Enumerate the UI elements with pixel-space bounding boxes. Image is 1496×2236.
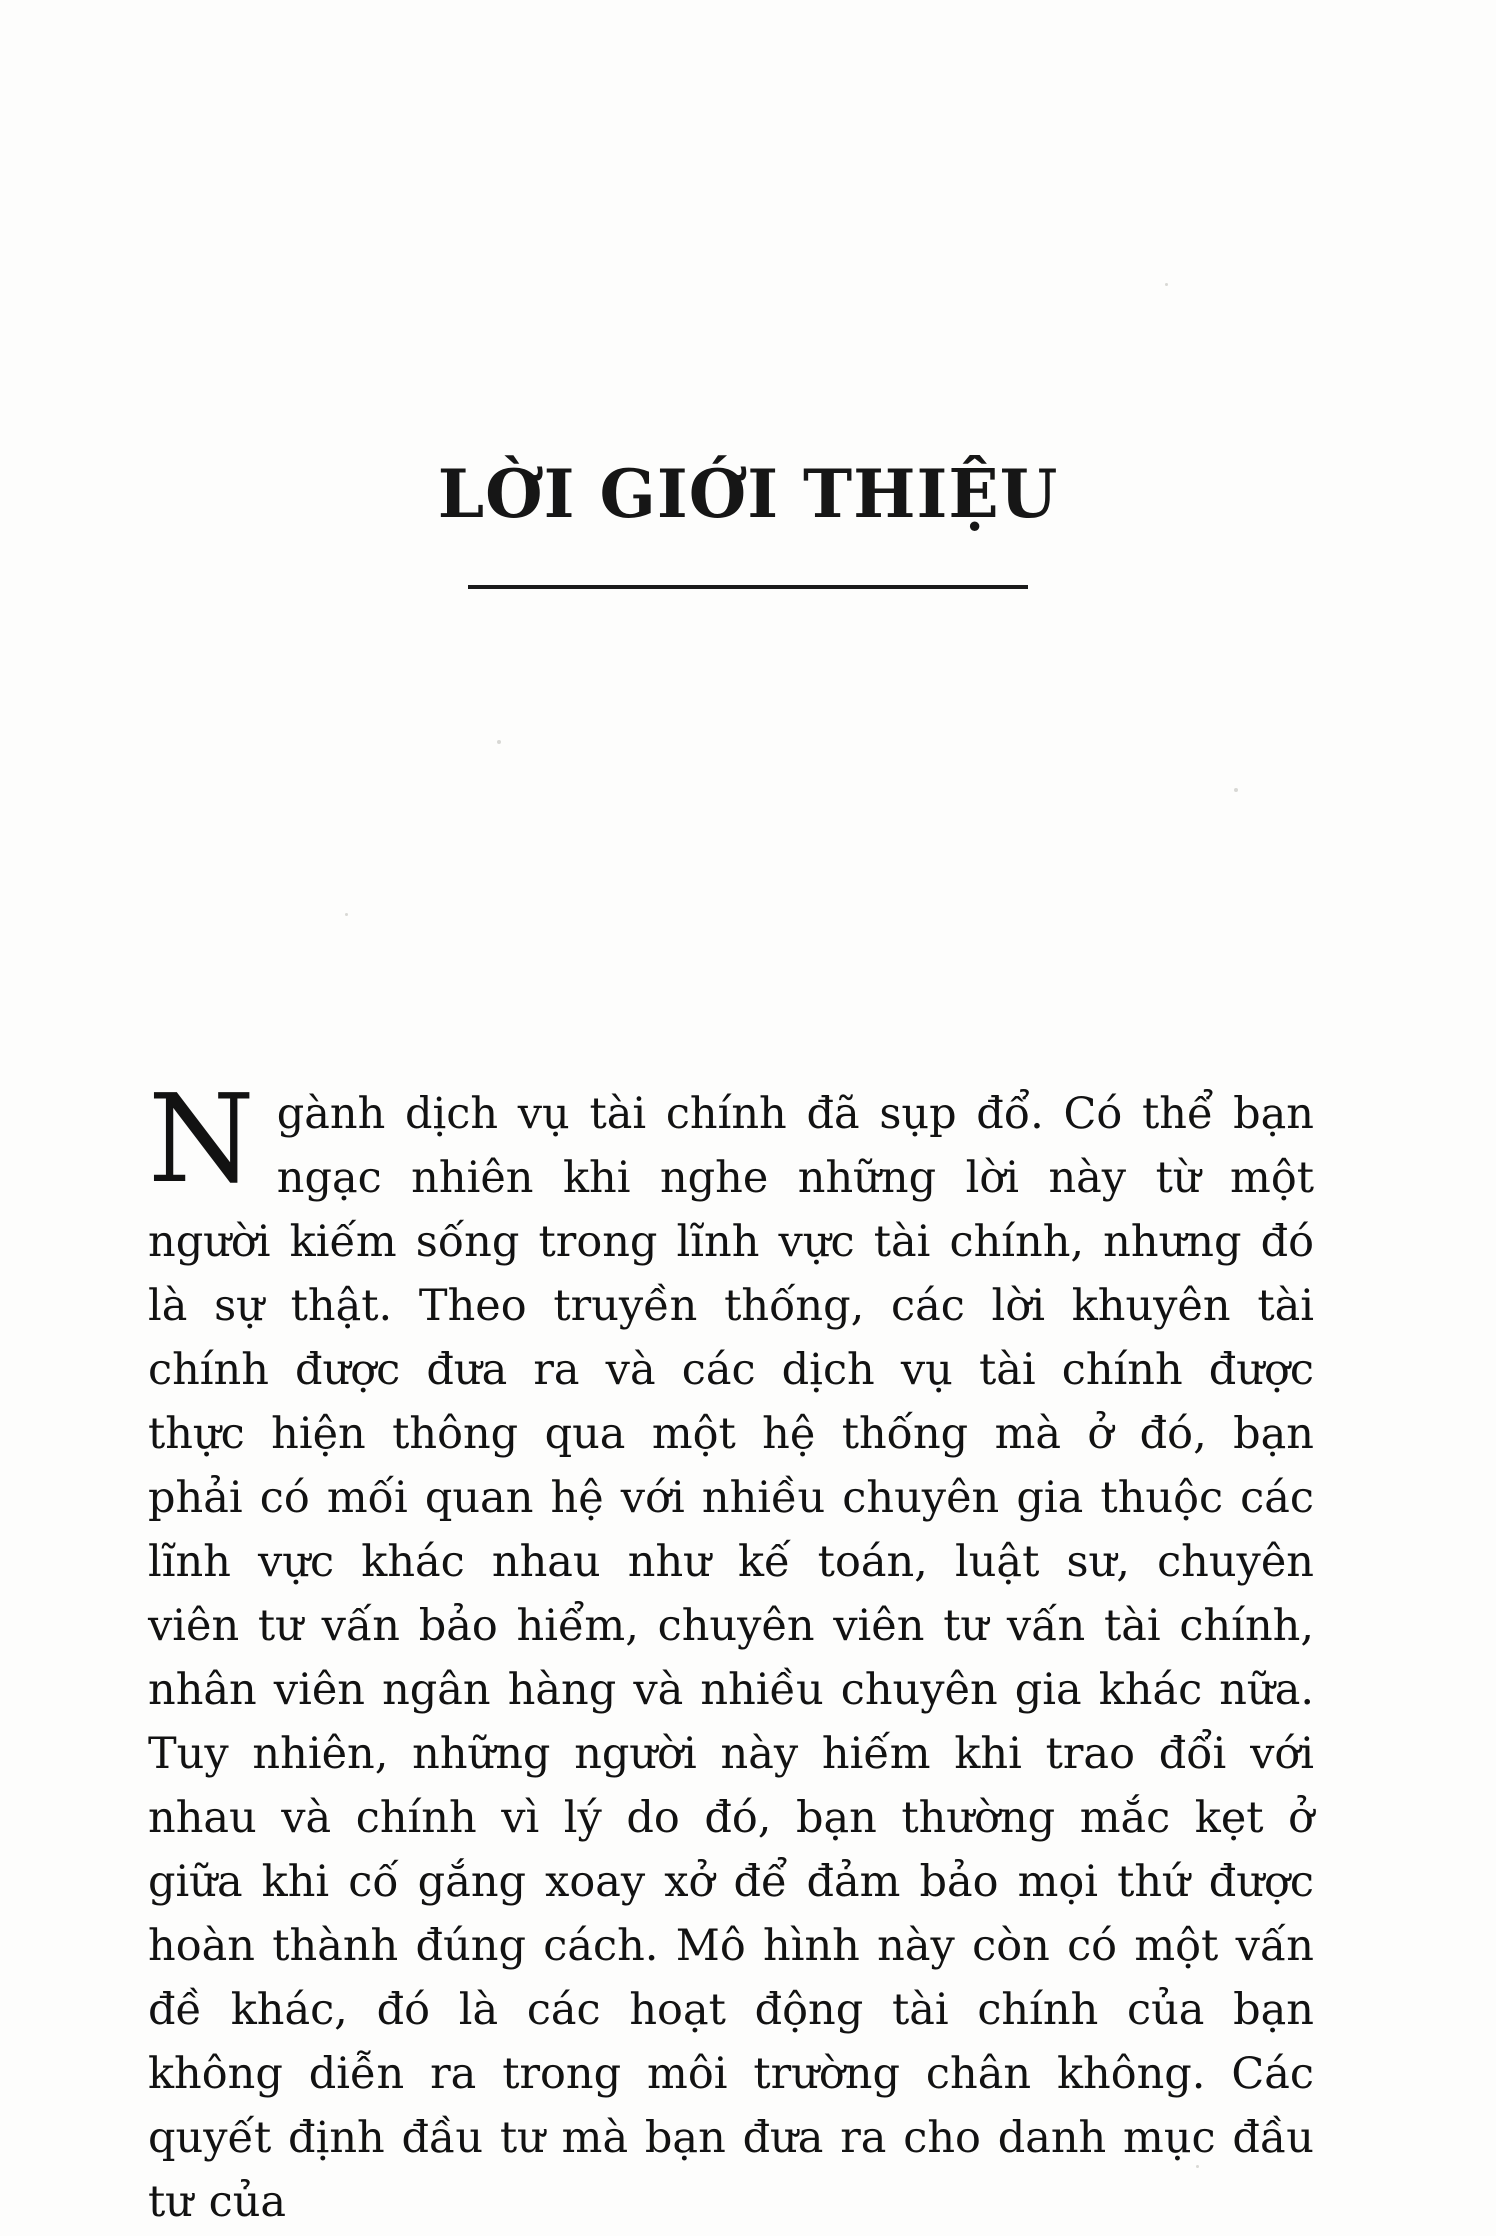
chapter-title: LỜI GIỚI THIỆU	[437, 455, 1059, 533]
scan-speck	[1165, 283, 1168, 286]
paragraph-text: gành dịch vụ tài chính đã sụp đổ. Có thể bạn ngạc nhiên khi nghe những lời này từ một người kiếm sống trong lĩnh vực tài chính, nhưng đó là sự thật. Theo truyền thống, các lời khuyên tài chính được đưa ra và các dịch vụ tài chính được thực hiện thông qua một hệ thống mà ở đó, bạn phải có mối quan hệ với nhiều chuyên gia thuộc các lĩnh vực khác nhau như kế toán, luật sư, chuyên viên tư vấn bảo hiểm, chuyên viên tư vấn tài chính, nhân viên ngân hàng và nhiều chuyên gia khác nữa. Tuy nhiên, những người này hiếm khi trao đổi với nhau và chính vì lý do đó, bạn thường mắc kẹt ở giữa khi cố gắng xoay xở để đảm bảo mọi thứ được hoàn thành đúng cách. Mô hình này còn có một vấn đề khác, đó là các hoạt động tài chính của bạn không diễn ra trong môi trường chân không. Các quyết định đầu tư mà bạn đưa ra cho danh mục đầu tư của	[148, 1089, 1314, 2227]
scan-speck	[345, 913, 348, 916]
drop-cap-letter: N	[148, 1068, 255, 1210]
title-underline-rule	[468, 585, 1028, 589]
scan-speck	[497, 740, 501, 744]
scan-speck	[1234, 788, 1238, 792]
scan-speck	[1196, 2165, 1199, 2168]
body-paragraph	[148, 1068, 1314, 2234]
